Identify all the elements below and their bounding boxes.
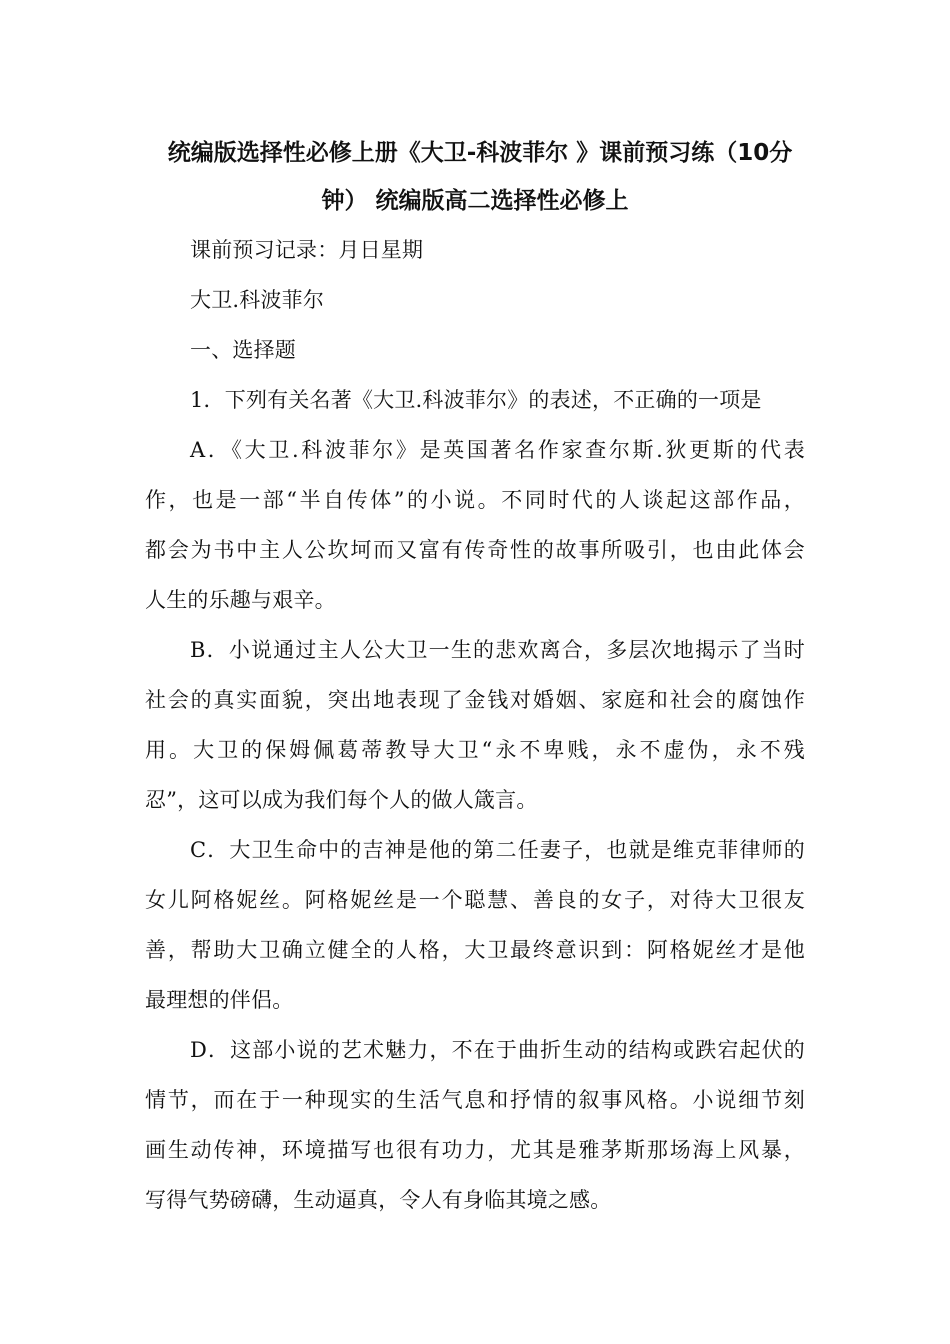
option-c-line-4: 最理想的伴侣。: [145, 988, 294, 1012]
section-name: 大卫.科波菲尔: [190, 288, 325, 312]
option-a-line-2: 作，也是一部“半自传体”的小说。不同时代的人谈起这部作品，: [145, 488, 805, 512]
preview-record-line: 课前预习记录：月日星期: [190, 238, 424, 262]
question-stem: 1．下列有关名著《大卫.科波菲尔》的表述，不正确的一项是: [190, 388, 762, 412]
document-title-line-1: 统编版选择性必修上册《大卫-科波菲尔 》课前预习练（10分: [167, 140, 793, 166]
option-d-line-4: 写得气势磅礴，生动逼真，令人有身临其境之感。: [145, 1188, 612, 1212]
option-d-line-2: 情节，而在于一种现实的生活气息和抒情的叙事风格。小说细节刻: [145, 1088, 805, 1112]
option-b-line-4: 忍”，这可以成为我们每个人的做人箴言。: [145, 788, 538, 812]
option-a-line-4: 人生的乐趣与艰辛。: [145, 588, 336, 612]
option-c-line-1: C．大卫生命中的吉神是他的第二任妻子，也就是维克菲律师的: [190, 838, 805, 862]
option-c-line-2: 女儿阿格妮丝。阿格妮丝是一个聪慧、善良的女子，对待大卫很友: [145, 888, 805, 912]
option-b-line-2: 社会的真实面貌，突出地表现了金钱对婚姻、家庭和社会的腐蚀作: [145, 688, 805, 712]
option-d-line-1: D．这部小说的艺术魅力，不在于曲折生动的结构或跌宕起伏的: [190, 1038, 805, 1062]
section-heading: 一、选择题: [190, 338, 296, 362]
option-a-line-1: A．《大卫.科波菲尔》是英国著名作家查尔斯.狄更斯的代表: [190, 438, 805, 462]
option-d-line-3: 画生动传神，环境描写也很有功力，尤其是雅茅斯那场海上风暴，: [145, 1138, 805, 1162]
option-a-line-3: 都会为书中主人公坎坷而又富有传奇性的故事所吸引，也由此体会: [145, 538, 805, 562]
document-title-line-2: 钟） 统编版高二选择性必修上: [321, 188, 629, 214]
option-b-line-1: B．小说通过主人公大卫一生的悲欢离合，多层次地揭示了当时: [190, 638, 805, 662]
option-c-line-3: 善，帮助大卫确立健全的人格，大卫最终意识到：阿格妮丝才是他: [145, 938, 805, 962]
option-b-line-3: 用。大卫的保姆佩葛蒂教导大卫“永不卑贱，永不虚伪，永不残: [145, 738, 805, 762]
